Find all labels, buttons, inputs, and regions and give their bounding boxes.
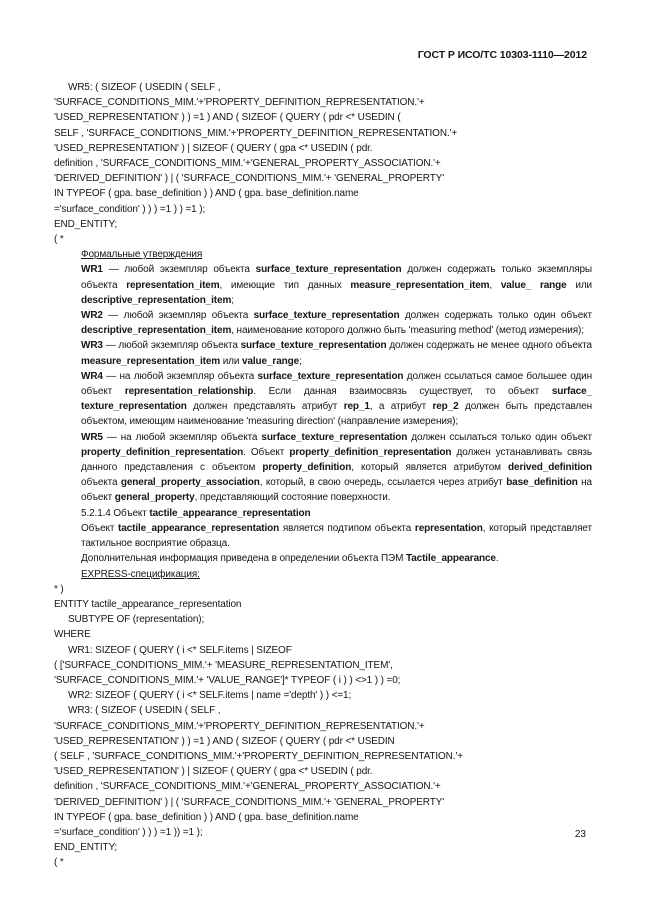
express-heading: EXPRESS-спецификация:: [81, 568, 200, 580]
code-line: SUBTYPE OF (representation);: [68, 614, 205, 626]
formal-statements-heading: Формальные утверждения: [81, 249, 203, 261]
code-line: ='surface_condition' ) ) ) =1 )) =1 );: [54, 826, 203, 838]
code-line: WR3: ( SIZEOF ( USEDIN ( SELF ,: [68, 705, 221, 717]
code-line: IN TYPEOF ( gpa. base_definition ) ) AND ( gpa. base_definition.name: [54, 811, 359, 823]
rule-label: WR5: [81, 431, 103, 443]
standard-header: ГОСТ Р ИСО/ТС 10303-1110—2012: [417, 49, 587, 61]
code-line: 'USED_REPRESENTATION' ) ) =1 ) AND ( SIZEOF ( QUERY ( pdr <* USEDIN (: [54, 112, 401, 124]
rule-label: WR4: [81, 370, 103, 382]
code-line: definition , 'SURFACE_CONDITIONS_MIM.'+'GENERAL_PROPERTY_ASSOCIATION.'+: [54, 158, 441, 170]
page-content: [54, 80, 592, 871]
code-line: 'SURFACE_CONDITIONS_MIM.'+'PROPERTY_DEFINITION_REPRESENTATION.'+: [54, 720, 425, 732]
code-line: 'SURFACE_CONDITIONS_MIM.'+ 'VALUE_RANGE']* TYPEOF ( i ) ) <>1 ) ) =0;: [54, 674, 401, 686]
code-line: WR2: SIZEOF ( QUERY ( i <* SELF.items | name ='depth' ) ) <=1;: [68, 690, 352, 702]
code-line: * ): [54, 583, 64, 595]
code-line: ( ['SURFACE_CONDITIONS_MIM.'+ 'MEASURE_REPRESENTATION_ITEM',: [54, 659, 393, 671]
code-line: WR1: SIZEOF ( QUERY ( i <* SELF.items | SIZEOF: [68, 644, 292, 656]
code-line: 'USED_REPRESENTATION' ) ) =1 ) AND ( SIZEOF ( QUERY ( pdr <* USEDIN: [54, 735, 395, 747]
code-line: END_ENTITY;: [54, 218, 118, 230]
rule-wr2: WR2 — любой экземпляр объекта surface_texture_representation должен содержать только один объект descriptive_representation_item, наименование которого должно быть 'measuring method' (метод измерения);: [81, 310, 592, 337]
code-line: 'DERIVED_DEFINITION' ) | ( 'SURFACE_CONDITIONS_MIM.'+ 'GENERAL_PROPERTY': [54, 796, 445, 808]
code-line: IN TYPEOF ( gpa. base_definition ) ) AND ( gpa. base_definition.name: [54, 188, 359, 200]
page-number: 23: [574, 829, 586, 840]
code-line: END_ENTITY;: [54, 842, 118, 854]
rule-label: WR2: [81, 310, 103, 322]
rule-label: WR3: [81, 340, 103, 352]
code-line: 'USED_REPRESENTATION' ) | SIZEOF ( QUERY ( gpa <* USEDIN ( pdr.: [54, 766, 373, 778]
rule-label: WR1: [81, 264, 103, 276]
rule-wr5: WR5 — на любой экземпляр объекта surface_texture_representation должен ссылаться только один объект property_definition_representation. Объект property_definition_representation должен устанавливать связь данного представления с объектом property_definition, который является атрибутом derived_definition объекта general_property_association, который, в свою очередь, ссылается через атрибут base_definition на объект general_property, представляющий состояние поверхности.: [81, 431, 593, 504]
code-line: 'USED_REPRESENTATION' ) | SIZEOF ( QUERY ( gpa <* USEDIN ( pdr.: [54, 142, 373, 154]
code-line: ENTITY tactile_appearance_representation: [54, 598, 242, 610]
code-line: ='surface_condition' ) ) ) =1 ) ) =1 );: [54, 203, 206, 215]
rule-wr3: WR3 — любой экземпляр объекта surface_texture_representation должен содержать не менее одного объекта measure_representation_item или value_range;: [81, 340, 592, 367]
additional-info-paragraph: Дополнительная информация приведена в определении объекта ПЭМ Tactile_appearance.: [81, 553, 499, 565]
code-line: WR5: ( SIZEOF ( USEDIN ( SELF ,: [68, 82, 221, 93]
code-line: 'SURFACE_CONDITIONS_MIM.'+'PROPERTY_DEFINITION_REPRESENTATION.'+: [54, 97, 425, 109]
code-line: WHERE: [54, 629, 91, 641]
code-line: 'DERIVED_DEFINITION' ) | ( 'SURFACE_CONDITIONS_MIM.'+ 'GENERAL_PROPERTY': [54, 173, 445, 185]
code-line: SELF , 'SURFACE_CONDITIONS_MIM.'+'PROPERTY_DEFINITION_REPRESENTATION.'+: [54, 127, 458, 139]
section-heading: 5.2.1.4 Объект tactile_appearance_representation: [81, 507, 311, 519]
code-line: definition , 'SURFACE_CONDITIONS_MIM.'+'GENERAL_PROPERTY_ASSOCIATION.'+: [54, 781, 441, 793]
description-paragraph: Объект tactile_appearance_representation является подтипом объекта representation, который представляет тактильное восприятие образца.: [81, 522, 592, 550]
code-line: ( *: [54, 857, 64, 869]
rule-wr1: WR1 — любой экземпляр объекта surface_texture_representation должен содержать только экземпляры объекта representation_item, имеющие тип данных measure_representation_item, value_ range или descriptive_representation_item;: [81, 264, 593, 306]
rule-wr4: WR4 — на любой экземпляр объекта surface_texture_representation должен ссылаться самое большее один объект representation_relationship. Если данная взаимосвязь существует, то объект surface_ texture_representation должен представлять атрибут rep_1, а атрибут rep_2 должен быть представлен объектом, имеющим наименование 'measuring direction' (направление измерения);: [81, 370, 593, 428]
code-line: ( SELF , 'SURFACE_CONDITIONS_MIM.'+'PROPERTY_DEFINITION_REPRESENTATION.'+: [54, 750, 463, 762]
code-line: ( *: [54, 234, 64, 246]
